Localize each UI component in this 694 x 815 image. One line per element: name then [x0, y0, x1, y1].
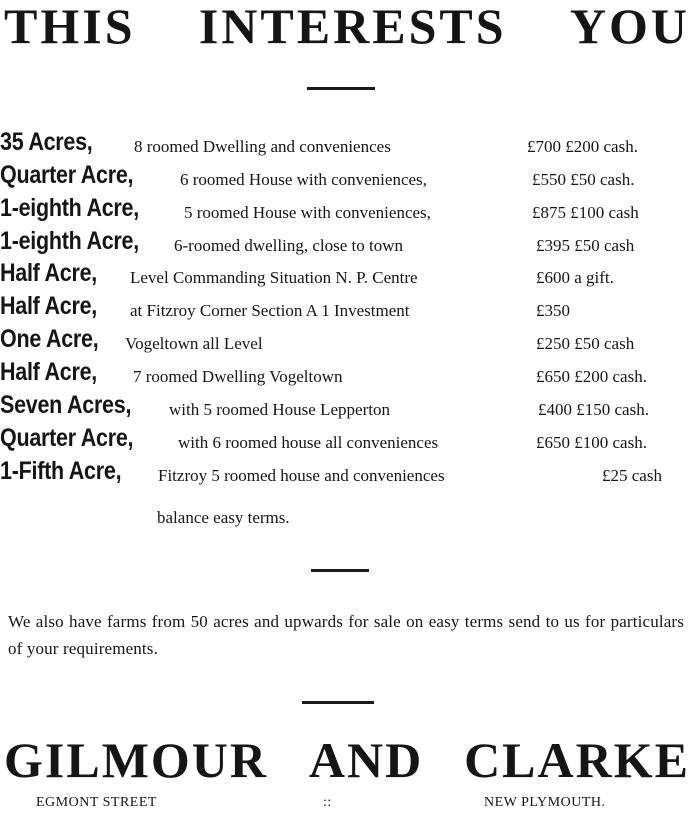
- listing-row: [0, 294, 694, 327]
- listing-row: [0, 193, 694, 229]
- address-street: EGMONT STREET: [36, 795, 157, 810]
- firm-word-1: GILMOUR: [4, 732, 268, 788]
- listing-description: with 5 roomed House Lepperton: [169, 400, 390, 420]
- listing-size: One Acre,: [0, 325, 99, 354]
- headline: [4, 0, 690, 56]
- listing-price: £550 £50 cash.: [532, 169, 635, 189]
- listing-size: Half Acre,: [0, 358, 98, 387]
- address-town: NEW PLYMOUTH.: [484, 795, 606, 810]
- divider-rule: [302, 701, 374, 704]
- listing-description: 6 roomed House with conveniences,: [180, 169, 427, 189]
- listing-description: at Fitzroy Corner Section A 1 Investment: [130, 301, 410, 321]
- divider-rule: [311, 569, 369, 572]
- firm-word-2: AND: [308, 732, 424, 788]
- listing-description: 8 roomed Dwelling and conveniences: [134, 136, 391, 156]
- listing-price: £650 £100 cash.: [536, 432, 647, 452]
- listing-size: 1-eighth Acre,: [0, 226, 139, 255]
- listing-row: [0, 423, 694, 459]
- listing-description: 6-roomed dwelling, close to town: [174, 235, 403, 255]
- headline-word-3: YOU: [569, 0, 690, 54]
- listing-size: 1-eighth Acre,: [0, 193, 139, 222]
- listing-row: [0, 259, 694, 295]
- listing-size: 1-Fifth Acre,: [0, 456, 122, 485]
- listing-size: Quarter Acre,: [0, 160, 134, 189]
- listing-size: 35 Acres,: [0, 127, 93, 156]
- listing-row: [0, 456, 694, 492]
- listing-price: £400 £150 cash.: [538, 400, 649, 420]
- farms-paragraph: We also have farms from 50 acres and upwards for sale on easy terms send to us for particulars of your requirements.: [8, 612, 684, 658]
- listing-row: [0, 226, 694, 262]
- listing-price: £875 £100 cash: [532, 202, 639, 222]
- property-listings: [0, 127, 694, 492]
- listing-row: [0, 127, 694, 163]
- firm-name: [4, 730, 690, 790]
- headline-word-2: INTERESTS: [198, 0, 507, 54]
- listing-size: Half Acre,: [0, 259, 98, 288]
- listing-description: 5 roomed House with conveniences,: [184, 202, 431, 222]
- listing-row: [0, 160, 694, 196]
- listing-description: 7 roomed Dwelling Vogeltown: [133, 367, 343, 387]
- listing-price: £250 £50 cash: [536, 334, 635, 354]
- listing-size: Seven Acres,: [0, 391, 132, 420]
- address-separator: ::: [323, 795, 332, 810]
- listing-row: [0, 360, 694, 393]
- listing-price: £600 a gift.: [536, 268, 614, 288]
- listing-row: [0, 393, 694, 426]
- listing-description: Level Commanding Situation N. P. Centre: [130, 268, 418, 288]
- firm-word-3: CLARKE: [464, 732, 690, 788]
- terms-note: balance easy terms.: [157, 508, 290, 527]
- listing-price: £350: [536, 301, 570, 321]
- divider-rule: [307, 87, 375, 90]
- listing-price: £700 £200 cash.: [527, 136, 638, 156]
- listing-price: £25 cash: [602, 465, 662, 485]
- listing-price: £395 £50 cash: [536, 235, 635, 255]
- listing-description: with 6 roomed house all conveniences: [178, 432, 439, 452]
- headline-word-1: THIS: [4, 0, 136, 54]
- listing-row: [0, 327, 694, 360]
- listing-size: Half Acre,: [0, 292, 98, 321]
- listing-price: £650 £200 cash.: [536, 367, 647, 387]
- listing-description: Vogeltown all Level: [125, 334, 263, 354]
- listing-description: Fitzroy 5 roomed house and conveniences: [158, 465, 445, 485]
- listing-size: Quarter Acre,: [0, 423, 134, 452]
